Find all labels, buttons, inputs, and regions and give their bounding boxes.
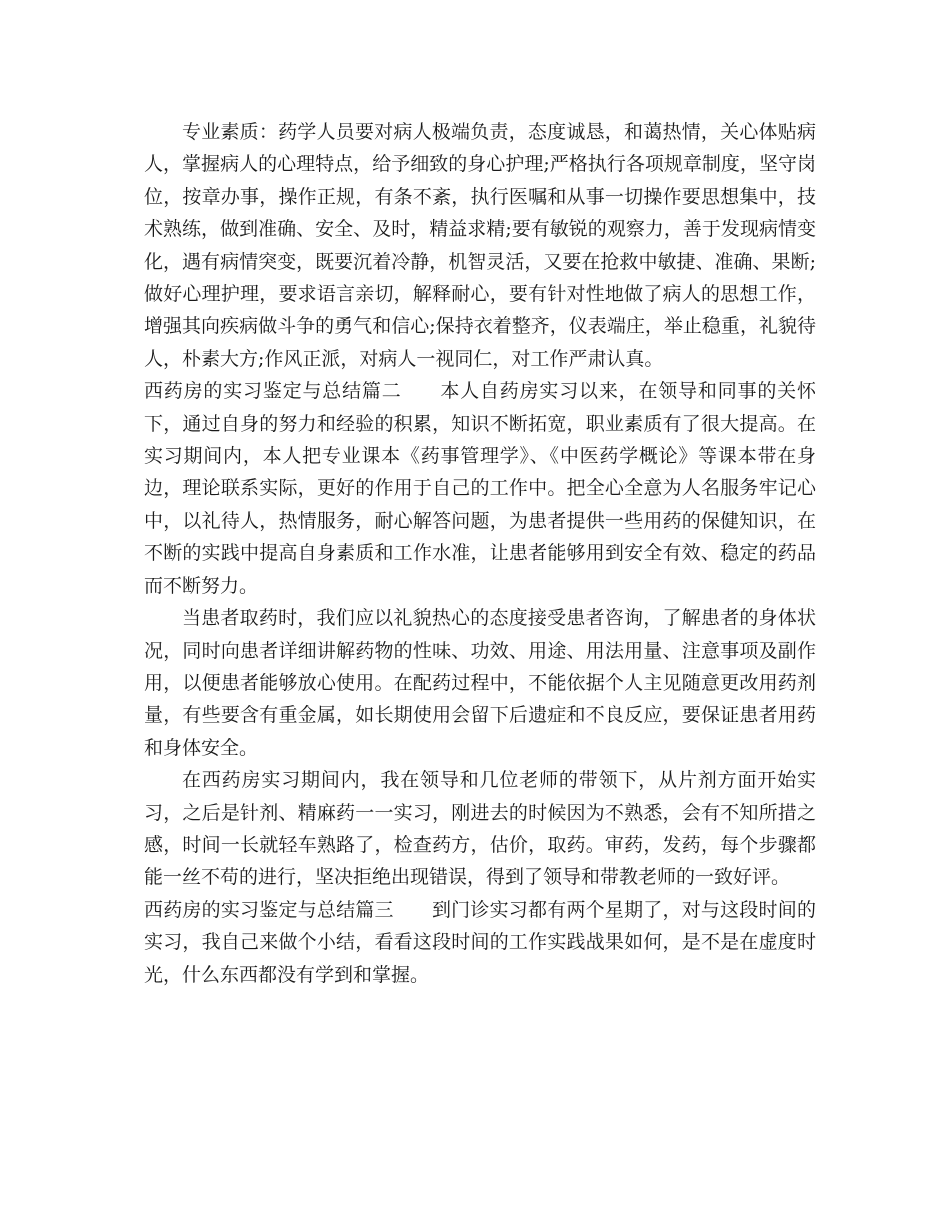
paragraph-section-two — [144, 375, 816, 602]
paragraph-text: 到门诊实习都有两个星期了，对与这段时间的实习，我自己来做个小结，看看这段时间的工作实践战果如何，是不是在虚度时光，什么东西都没有学到和掌握。 — [144, 898, 816, 986]
section-heading-three: 西药房的实习鉴定与总结篇三 — [144, 898, 394, 921]
paragraph-professional-quality — [144, 116, 816, 375]
paragraph-patient-consult — [144, 602, 816, 764]
paragraph-text: 在西药房实习期间内，我在领导和几位老师的带领下，从片剂方面开始实习，之后是针剂、精麻药一一实习，刚进去的时候因为不熟悉，会有不知所措之感，时间一长就轻车熟路了，检查药方，估价，取药。审药，发药，每个步骤都能一丝不苟的进行，坚决拒绝出现错误，得到了领导和带教老师的一致好评。 — [144, 769, 816, 889]
section-heading-two: 西药房的实习鉴定与总结篇二 — [144, 380, 402, 403]
paragraph-text: 当患者取药时，我们应以礼貌热心的态度接受患者咨询，了解患者的身体状况，同时向患者详细讲解药物的性味、功效、用途、用法用量、注意事项及副作用，以便患者能够放心使用。在配药过程中，不能依据个人主见随意更改用药剂量，有些要含有重金属，如长期使用会留下后遗症和不良反应，要保证患者用药和身体安全。 — [144, 607, 816, 759]
paragraph-text: 专业素质：药学人员要对病人极端负责，态度诚恳，和蔼热情，关心体贴病人，掌握病人的心理特点，给予细致的身心护理;严格执行各项规章制度，坚守岗位，按章办事，操作正规，有条不紊，执行医嘱和从事一切操作要思想集中，技术熟练，做到准确、安全、及时，精益求精;要有敏锐的观察力，善于发现病情变化，遇有病情突变，既要沉着冷静，机智灵活，又要在抢救中敏捷、准确、果断;做好心理护理，要求语言亲切，解释耐心，要有针对性地做了病人的思想工作，增强其向疾病做斗争的勇气和信心;保持衣着整齐，仪表端庄，举止稳重，礼貌待人，朴素大方;作风正派，对病人一视同仁，对工作严肃认真。 — [144, 121, 816, 370]
document-body — [144, 116, 816, 991]
paragraph-pharmacy-practice — [144, 764, 816, 894]
paragraph-section-three — [144, 894, 816, 991]
paragraph-text: 本人自药房实习以来，在领导和同事的关怀下，通过自身的努力和经验的积累，知识不断拓宽，职业素质有了很大提高。在实习期间内，本人把专业课本《药事管理学》、《中医药学概论》等课本带在身边，理论联系实际，更好的作用于自己的工作中。把全心全意为人名服务牢记心中，以礼待人，热情服务，耐心解答问题，为患者提供一些用药的保健知识，在不断的实践中提高自身素质和工作水准，让患者能够用到安全有效、稳定的药品而不断努力。 — [144, 380, 816, 597]
